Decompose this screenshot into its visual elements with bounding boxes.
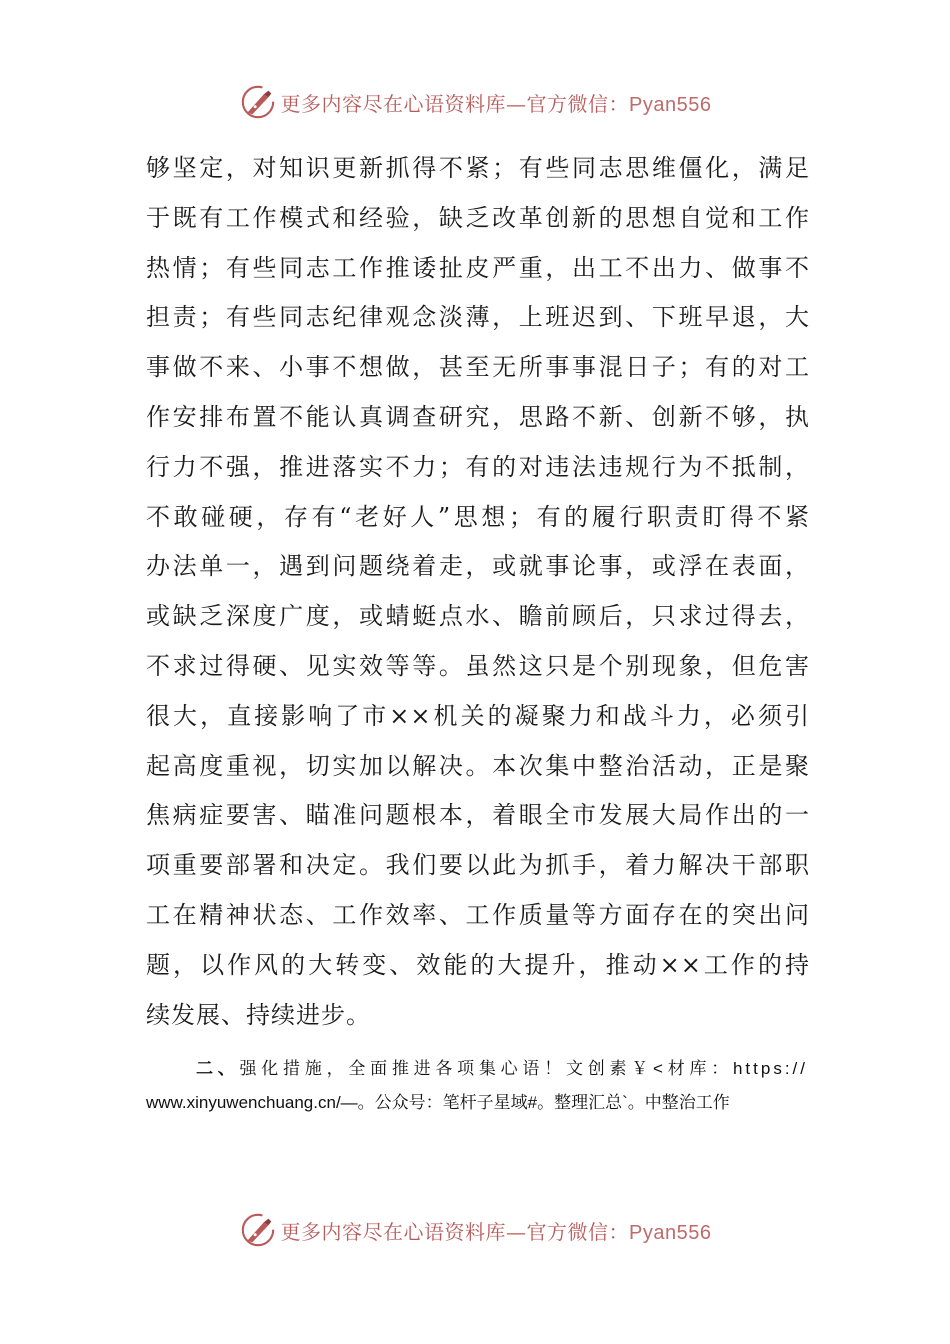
body-line: 不求过得硬、见实效等等。虽然这只是个别现象，但危害 xyxy=(146,651,810,680)
body-line: 或缺乏深度广度，或蜻蜓点水、瞻前顾后，只求过得去， xyxy=(146,602,810,631)
pen-nib-logo-icon xyxy=(239,1211,277,1249)
footer-banner xyxy=(0,1208,950,1252)
body-paragraph xyxy=(146,144,810,1040)
body-line: 办法单一，遇到问题绕着走，或就事论事，或浮在表面， xyxy=(146,552,810,581)
body-line: 够坚定，对知识更新抓得不紧；有些同志思维僵化，满足 xyxy=(146,154,810,182)
body-line: 起高度重视，切实加以解决。本次集中整治活动，正是聚 xyxy=(146,751,810,780)
body-line: 题，以作风的大转变、效能的大提升，推动××工作的持 xyxy=(146,950,810,979)
section-heading-line xyxy=(146,1052,808,1086)
body-line: 事做不来、小事不想做，甚至无所事事混日子；有的对工 xyxy=(146,353,810,382)
body-line: 项重要部署和决定。我们要以此为抓手，着力解决干部职 xyxy=(146,851,810,880)
banner-wechat-id: Pyan556 xyxy=(629,93,712,116)
body-line: 续发展、持续进步。 xyxy=(146,1000,371,1029)
body-line: 很大，直接影响了市××机关的凝聚力和战斗力，必须引 xyxy=(146,701,810,730)
body-line: 不敢碰硬，存有“老好人”思想；有的履行职责盯得不紧 xyxy=(146,502,810,531)
body-line: 工在精神状态、工作效率、工作质量等方面存在的突出问 xyxy=(146,900,810,929)
banner-wechat-id: Pyan556 xyxy=(629,1221,712,1244)
banner-text xyxy=(281,88,712,117)
section-number: 二、 xyxy=(196,1059,240,1078)
body-line: 作安排布置不能认真调查研究，思路不新、创新不够，执 xyxy=(146,402,810,431)
body-line: 热情；有些同志工作推诿扯皮严重，出工不出力、做事不 xyxy=(146,253,810,282)
body-line: 担责；有些同志纪律观念淡薄，上班迟到、下班早退，大 xyxy=(146,303,810,332)
section-two xyxy=(146,1052,808,1120)
banner-text xyxy=(281,1216,712,1245)
section-heading-text: 强化措施，全面推进各项集心语！文创素￥<材库：https:// xyxy=(239,1059,809,1078)
banner-main-text: 更多内容尽在心语资料库—官方微信： xyxy=(280,91,630,116)
body-line: 行力不强，推进落实不力；有的对违法违规行为不抵制， xyxy=(146,452,810,481)
pen-nib-logo-icon xyxy=(239,83,277,121)
header-banner xyxy=(0,80,950,124)
body-line: 于既有工作模式和经验，缺乏改革创新的思想自觉和工作 xyxy=(146,203,810,232)
banner-main-text: 更多内容尽在心语资料库—官方微信： xyxy=(280,1219,630,1244)
section-continuation-line: www.xinyuwenchuang.cn/—。公众号：笔杆子星域#。整理汇总`。中整治工作 xyxy=(146,1093,730,1112)
body-line: 焦病症要害、瞄准问题根本，着眼全市发展大局作出的一 xyxy=(146,801,810,830)
